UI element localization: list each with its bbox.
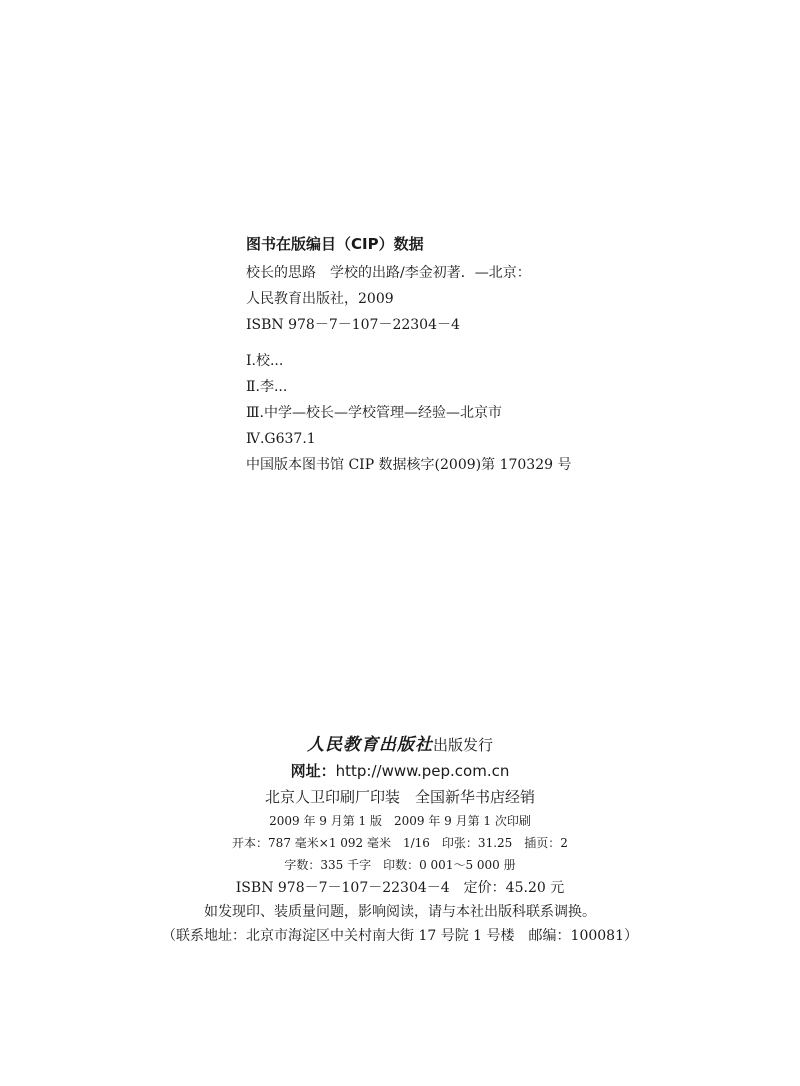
address-line: （联系地址：北京市海淀区中关村南大街 17 号院 1 号楼 邮编：100081） — [162, 928, 638, 944]
publisher-line — [150, 732, 650, 758]
publisher-suffix: 出版发行 — [432, 736, 493, 754]
publisher-logo: 人民教育出版社 — [306, 735, 433, 755]
cip-isbn-line: ISBN 978－7－107－22304－4 — [246, 317, 460, 333]
printer-line: 北京人卫印刷厂印装 全国新华书店经销 — [264, 788, 535, 806]
cip-record-line: 中国版本图书馆 CIP 数据核字(2009)第 170329 号 — [246, 457, 572, 473]
count-line: 字数：335 千字 印数：0 001～5 000 册 — [284, 858, 516, 872]
cip-block — [246, 232, 626, 480]
format-line: 开本：787 毫米×1 092 毫米 1/16 印张：31.25 插页：2 — [232, 836, 568, 850]
cip-subject-4: Ⅳ.G637.1 — [246, 431, 316, 447]
website-url[interactable]: http://www.pep.com.cn — [335, 762, 510, 780]
cip-subject-3: Ⅲ.中学—校长—学校管理—经验—北京市 — [246, 405, 502, 421]
notice-line: 如发现印、装质量问题，影响阅读，请与本社出版科联系调换。 — [204, 904, 596, 920]
colophon-block — [150, 732, 650, 948]
cip-title-line: 校长的思路 学校的出路/李金初著．—北京： — [246, 265, 531, 281]
isbn-price-line: ISBN 978－7－107－22304－4 定价：45.20 元 — [235, 880, 565, 896]
cip-publisher-line: 人民教育出版社，2009 — [246, 291, 394, 307]
website-line — [150, 758, 650, 784]
cip-subject-1: Ⅰ.校... — [246, 353, 284, 369]
edition-line: 2009 年 9 月第 1 版 2009 年 9 月第 1 次印刷 — [269, 814, 531, 828]
cip-heading: 图书在版编目（CIP）数据 — [246, 235, 424, 253]
website-label: 网址： — [290, 762, 336, 780]
cip-spacer — [246, 340, 626, 350]
cip-subject-2: Ⅱ.李... — [246, 379, 288, 395]
